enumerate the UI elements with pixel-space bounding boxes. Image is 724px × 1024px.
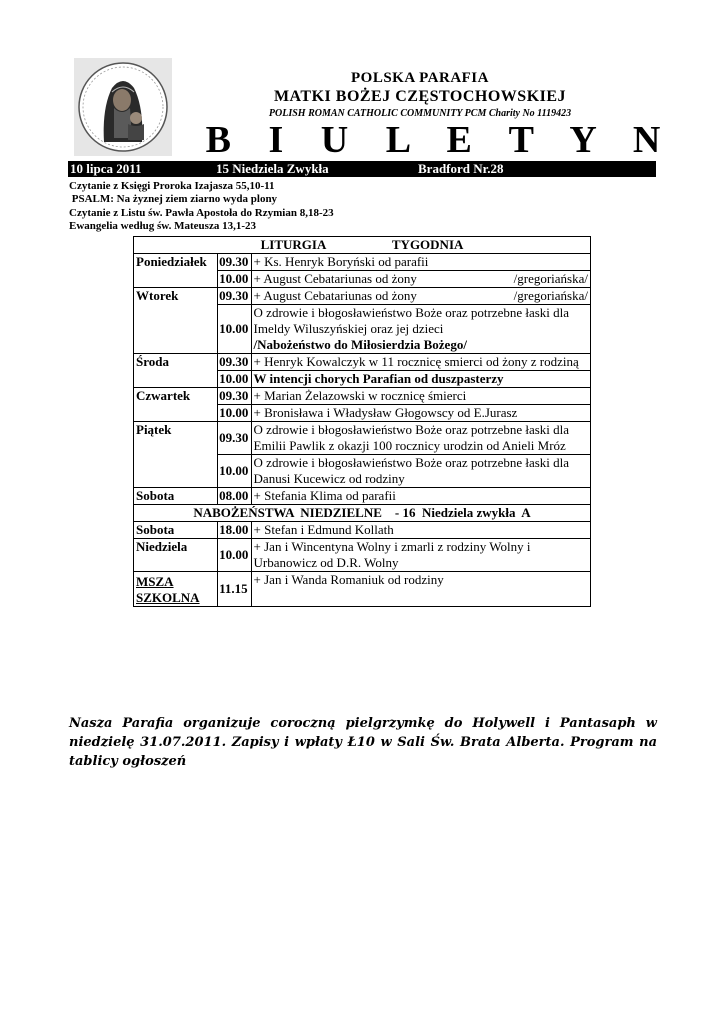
intention-devotion: /Nabożeństwo do Miłosierdzia Bożego/ — [253, 337, 467, 352]
intention-cell: + Henryk Kowalczyk w 11 rocznicę smierci od żony z rodziną — [251, 354, 590, 371]
day-cell: Niedziela — [134, 539, 218, 572]
schedule-table — [133, 236, 591, 607]
time-cell: 10.00 — [218, 271, 251, 288]
intention-cell: + Marian Żelazowski w rocznicę śmierci — [251, 388, 590, 405]
time-cell: 09.30 — [218, 354, 251, 371]
day-cell: Czwartek — [134, 388, 218, 422]
sunday-header-row — [134, 505, 591, 522]
time-cell: 11.15 — [218, 572, 251, 607]
intention-cell — [251, 305, 590, 354]
sunday-header: NABOŻEŃSTWA NIEDZIELNE - 16 Niedziela zwykła A — [134, 505, 591, 522]
header-tygodnia: TYGODNIA — [391, 237, 464, 252]
table-row — [134, 288, 591, 305]
time-cell: 10.00 — [218, 455, 251, 488]
intention-cell: + Jan i Wanda Romaniuk od rodziny — [251, 572, 590, 607]
time-cell: 09.30 — [218, 288, 251, 305]
bulletin-title: B I U L E T Y N — [205, 119, 675, 161]
day-cell: Wtorek — [134, 288, 218, 354]
sunday-name: 15 Niedziela Zwykła — [216, 161, 329, 176]
intention-cell: + Bronisława i Władysław Głogowscy od E.Jurasz — [251, 405, 590, 422]
day-cell: Sobota — [134, 522, 218, 539]
intention-cell: + Ks. Henryk Boryński od parafii — [251, 254, 590, 271]
table-row — [134, 522, 591, 539]
table-row — [134, 422, 591, 455]
day-cell: Piątek — [134, 422, 218, 488]
time-cell: 10.00 — [218, 371, 251, 388]
intention-note: /gregoriańska/ — [513, 288, 588, 303]
time-cell: 18.00 — [218, 522, 251, 539]
table-row — [134, 539, 591, 572]
school-mass-label: MSZA SZKOLNA — [136, 574, 200, 605]
intention-cell: + Stefania Klima od parafii — [251, 488, 590, 505]
intention-text: + August Cebatariunas od żony — [253, 288, 417, 303]
reading-1: Czytanie z Księgi Proroka Izajasza 55,10-11 — [69, 180, 275, 192]
gospel: Ewangelia według św. Mateusza 13,1-23 — [69, 220, 256, 232]
time-cell: 09.30 — [218, 254, 251, 271]
bulletin-date: 10 lipca 2011 — [70, 161, 142, 176]
intention-cell — [251, 271, 590, 288]
reading-2: Czytanie z Listu św. Pawła Apostoła do Rzymian 8,18-23 — [69, 207, 334, 219]
bulletin-number: Bradford Nr.28 — [418, 161, 504, 176]
table-row — [134, 354, 591, 371]
intention-cell — [251, 288, 590, 305]
time-cell: 10.00 — [218, 539, 251, 572]
intention-cell: W intencji chorych Parafian od duszpasterzy — [251, 371, 590, 388]
table-row — [134, 488, 591, 505]
intention-cell: O zdrowie i błogosławieństwo Boże oraz potrzebne łaski dla Danusi Kucewicz od rodziny — [251, 455, 590, 488]
time-cell: 09.30 — [218, 388, 251, 405]
intention-text: + August Cebatariunas od żony — [253, 271, 417, 286]
intention-cell: + Jan i Wincentyna Wolny i zmarli z rodziny Wolny i Urbanowicz od D.R. Wolny — [251, 539, 590, 572]
day-cell: Poniedziałek — [134, 254, 218, 288]
pilgrimage-note: Nasza Parafia organizuje coroczną pielgrzymkę do Holywell i Pantasaph w niedzielę 31.07.2011. Zapisy i wpłaty Ł10 w Sali Św. Brata Alberta. Program na tablicy ogłoszeń — [69, 716, 657, 769]
intention-text: O zdrowie i błogosławieństwo Boże oraz potrzebne łaski dla Imeldy Wiluszyńskiej oraz jej dzieci — [253, 305, 570, 336]
table-row — [134, 388, 591, 405]
day-cell: Środa — [134, 354, 218, 388]
madonna-icon — [74, 58, 172, 156]
info-bar — [68, 161, 656, 177]
time-cell: 10.00 — [218, 305, 251, 354]
parish-name-line2: MATKI BOŻEJ CZĘSTOCHOWSKIEJ — [273, 88, 567, 105]
psalm: PSALM: Na żyznej ziem ziarno wyda plony — [69, 193, 278, 205]
time-cell: 09.30 — [218, 422, 251, 455]
parish-name-line1: POLSKA PARAFIA — [351, 70, 489, 86]
table-row — [134, 572, 591, 607]
intention-cell: O zdrowie i błogosławieństwo Boże oraz potrzebne łaski dla Emilii Pawlik z okazji 100 rocznicy urodzin od Anieli Mróz — [251, 422, 590, 455]
intention-cell: + Stefan i Edmund Kollath — [251, 522, 590, 539]
charity-line: POLISH ROMAN CATHOLIC COMMUNITY PCM Charity No 1119423 — [268, 108, 572, 119]
time-cell: 08.00 — [218, 488, 251, 505]
intention-note: /gregoriańska/ — [513, 271, 588, 286]
day-cell: Sobota — [134, 488, 218, 505]
table-row — [134, 254, 591, 271]
time-cell: 10.00 — [218, 405, 251, 422]
header-liturgia: LITURGIA — [260, 237, 326, 252]
table-header-row — [134, 237, 591, 254]
